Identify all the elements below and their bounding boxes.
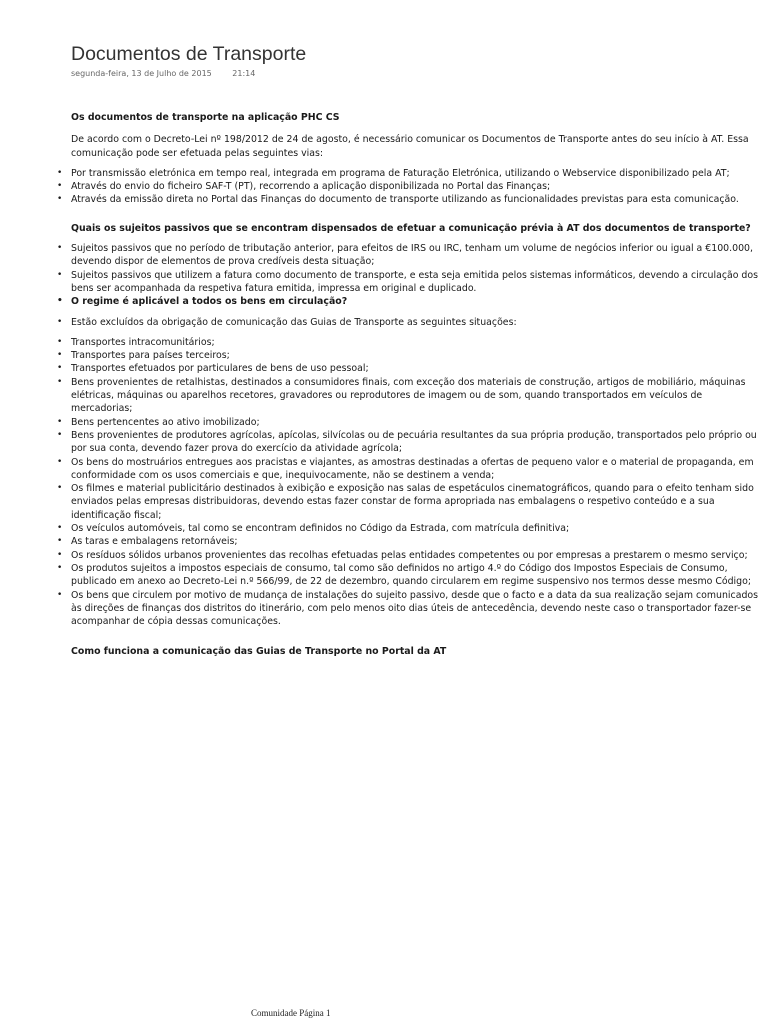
list-item: • Através do envio do ficheiro SAF-T (PT), recorrendo a aplicação disponibilizada no Portal das Finanças; [71,180,759,193]
section-paragraph: De acordo com o Decreto-Lei nº 198/2012 de 24 de agosto, é necessário comunicar os Documentos de Transporte antes do seu início à AT. Essa comunicação pode ser efetuada pelas seguintes vias: [71,134,749,159]
list-item: • Sujeitos passivos que utilizem a fatura como documento de transporte, e esta seja emitida pelos sistemas informáticos, devendo a circulação dos bens ser acompanhada da respetiva fatura emitida, impressa em original e duplicado. [71,269,759,296]
list-item: • Transportes intracomunitários; [71,336,759,349]
page-date: segunda-feira, 13 de Julho de 2015 [71,69,212,78]
page-title: Documentos de Transporte [71,43,307,65]
section-heading: Os documentos de transporte na aplicação PHC CS [71,112,340,123]
section-heading: Quais os sujeitos passivos que se encontram dispensados de efetuar a comunicação prévia à AT dos documentos de transporte? [71,222,751,234]
document-body [71,111,759,659]
section-heading: Como funciona a comunicação das Guias de Transporte no Portal da AT [71,646,447,658]
list-item: • Os veículos automóveis, tal como se encontram definidos no Código da Estrada, com matrícula definitiva; [71,522,759,535]
page-footer: Comunidade Página 1 [251,1008,331,1018]
list-item: • Por transmissão eletrónica em tempo real, integrada em programa de Faturação Eletrónica, utilizando o Webservice disponibilizado pela AT; [71,167,759,180]
list-item: • Sujeitos passivos que no período de tributação anterior, para efeitos de IRS ou IRC, tenham um volume de negócios inferior ou igual a €100.000, devendo dispor de elementos de prova credíveis desta situação; [71,242,759,269]
list-item: • Bens provenientes de retalhistas, destinados a consumidores finais, com exceção dos materiais de construção, artigos de mobiliário, máquinas elétricas, máquinas ou aparelhos recetores, gravadores ou reprodutores de imagem ou de som, quando transportados em veículos de mercadorias; [71,376,759,416]
page-meta [71,69,255,78]
list-item: • Bens pertencentes ao ativo imobilizado; [71,416,759,429]
list-item: • Transportes para países terceiros; [71,349,759,362]
list-item: • Os resíduos sólidos urbanos provenientes das recolhas efetuadas pelas entidades competentes ou por empresas a prestarem o mesmo serviço; [71,549,759,562]
exclusions-list [71,336,759,629]
list-item: • Os bens do mostruários entregues aos pracistas e viajantes, as amostras destinadas a ofertas de pequeno valor e o material de propaganda, em conformidade com os usos comerciais e que, inequivocamente, não se destinem a venda; [71,456,759,483]
list-item: • As taras e embalagens retornáveis; [71,535,759,548]
list-item: • Estão excluídos da obrigação de comunicação das Guias de Transporte as seguintes situações: [71,316,759,329]
list-item: • Bens provenientes de produtores agrícolas, apícolas, silvícolas ou de pecuária resultantes da sua própria produção, transportados pelo próprio ou por sua conta, devendo fazer prova do exercício da atividade agrícola; [71,429,759,456]
communication-methods-list [71,167,759,207]
list-item: • Os bens que circulem por motivo de mudança de instalações do sujeito passivo, desde que o facto e a data da sua realização sejam comunicados às direções de finanças dos distritos do itinerário, com pelo menos oito dias úteis de antecedência, devendo neste caso o transportador fazer-se acompanhar de cópia dessas comunicações. [71,589,759,629]
exempt-taxpayers-list [71,242,759,308]
list-item-question: • O regime é aplicável a todos os bens em circulação? [71,295,759,308]
page-time: 21:14 [232,69,256,78]
list-item: • Através da emissão direta no Portal das Finanças do documento de transporte utilizando as funcionalidades previstas para esta comunicação. [71,193,759,206]
exclusions-intro-list [71,316,759,329]
list-item: • Transportes efetuados por particulares de bens de uso pessoal; [71,362,759,375]
list-item: • Os filmes e material publicitário destinados à exibição e exposição nas salas de espetáculos cinematográficos, quando para o efeito tenham sido enviados pelas empresas distribuidoras, devendo estas fazer constar de forma apropriada nas embalagens o respetivo conteúdo e a sua identificação fiscal; [71,482,759,522]
list-item: • Os produtos sujeitos a impostos especiais de consumo, tal como são definidos no artigo 4.º do Código dos Impostos Especiais de Consumo, publicado em anexo ao Decreto-Lei n.º 566/99, de 22 de dezembro, quando circularem em regime suspensivo nos termos desse mesmo Código; [71,562,759,589]
